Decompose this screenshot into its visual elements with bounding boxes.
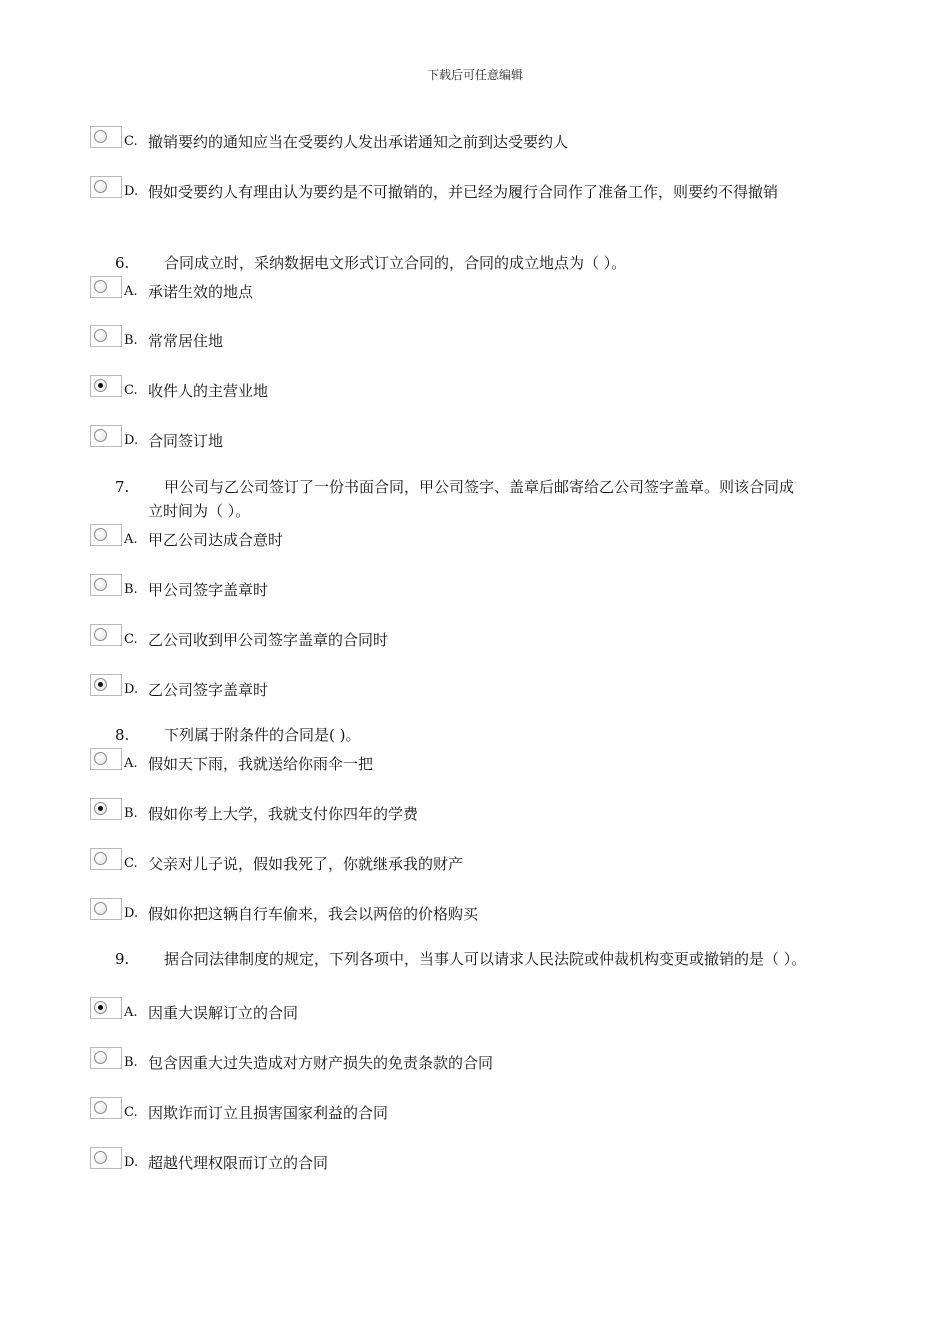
question-text: 据合同法律制度的规定，下列各项中，当事人可以请求人民法院或仲裁机构变更或撤销的是（ ）。 (164, 950, 807, 968)
option-text: 甲乙公司达成合意时 (148, 531, 284, 549)
radio-circle-icon (94, 678, 107, 691)
page-header: 下载后可任意编辑 (426, 68, 523, 82)
question-text: 合同成立时，采纳数据电文形式订立合同的，合同的成立地点为（ ）。 (164, 254, 627, 272)
option-text: 包含因重大过失造成对方财产损失的免责条款的合同 (148, 1054, 494, 1072)
radio-button[interactable] (90, 325, 122, 347)
option-text: 收件人的主营业地 (148, 382, 269, 400)
radio-circle-icon (94, 578, 107, 591)
option-text: 超越代理权限而订立的合同 (148, 1154, 329, 1172)
option-text: 合同签订地 (148, 432, 224, 450)
option-text: 承诺生效的地点 (148, 283, 254, 301)
option-q8-a[interactable] (90, 748, 830, 774)
radio-button-selected[interactable] (90, 798, 122, 820)
option-q6-a[interactable] (90, 276, 830, 302)
option-letter: C. (124, 856, 138, 871)
radio-button[interactable] (90, 1097, 122, 1119)
option-letter: D. (124, 1155, 139, 1170)
radio-selected-dot-icon (98, 383, 103, 388)
radio-button-selected[interactable] (90, 997, 122, 1019)
radio-circle-icon (94, 1101, 107, 1114)
option-q9-a[interactable] (90, 997, 830, 1023)
option-letter: A. (124, 284, 138, 299)
question-number: 9. (115, 950, 130, 968)
option-letter: A. (124, 756, 138, 771)
radio-selected-dot-icon (98, 806, 103, 811)
option-q5-c[interactable] (90, 126, 830, 152)
option-q8-c[interactable] (90, 848, 830, 874)
question-7 (115, 475, 805, 523)
question-6 (115, 251, 815, 275)
radio-circle-icon (94, 1151, 107, 1164)
radio-button[interactable] (90, 425, 122, 447)
radio-button[interactable] (90, 176, 122, 198)
option-text: 假如天下雨，我就送给你雨伞一把 (148, 755, 374, 773)
radio-selected-dot-icon (98, 1005, 103, 1010)
radio-button[interactable] (90, 574, 122, 596)
radio-button-selected[interactable] (90, 375, 122, 397)
radio-button[interactable] (90, 276, 122, 298)
option-letter: B. (124, 582, 138, 597)
radio-circle-icon (94, 379, 107, 392)
question-text: 下列属于附条件的合同是( )。 (164, 726, 361, 744)
option-letter: C. (124, 134, 138, 149)
radio-circle-icon (94, 752, 107, 765)
option-text: 乙公司收到甲公司签字盖章的合同时 (148, 631, 389, 649)
radio-button[interactable] (90, 748, 122, 770)
option-letter: D. (124, 906, 139, 921)
option-letter: B. (124, 1055, 138, 1070)
option-letter: B. (124, 333, 138, 348)
question-number: 7. (115, 478, 130, 496)
question-8 (115, 723, 815, 747)
option-q7-d[interactable] (90, 674, 830, 700)
option-text: 常常居住地 (148, 332, 224, 350)
option-letter: D. (124, 682, 139, 697)
option-q5-d[interactable] (90, 176, 830, 202)
option-q8-d[interactable] (90, 898, 830, 924)
radio-button[interactable] (90, 1047, 122, 1069)
radio-circle-icon (94, 429, 107, 442)
question-number: 6. (115, 254, 130, 272)
option-q9-b[interactable] (90, 1047, 830, 1073)
radio-circle-icon (94, 902, 107, 915)
radio-circle-icon (94, 802, 107, 815)
option-letter: C. (124, 383, 138, 398)
radio-button[interactable] (90, 524, 122, 546)
radio-button-selected[interactable] (90, 674, 122, 696)
option-text: 因重大误解订立的合同 (148, 1004, 299, 1022)
option-text: 父亲对儿子说，假如我死了，你就继承我的财产 (148, 855, 464, 873)
radio-button[interactable] (90, 848, 122, 870)
option-letter: A. (124, 1005, 138, 1020)
radio-circle-icon (94, 1051, 107, 1064)
question-9 (115, 947, 815, 971)
option-q7-a[interactable] (90, 524, 830, 550)
radio-circle-icon (94, 1001, 107, 1014)
option-letter: B. (124, 806, 138, 821)
radio-button[interactable] (90, 126, 122, 148)
option-q6-d[interactable] (90, 425, 830, 451)
option-q6-b[interactable] (90, 325, 830, 351)
option-q7-b[interactable] (90, 574, 830, 600)
option-letter: D. (124, 433, 139, 448)
option-q9-d[interactable] (90, 1147, 830, 1173)
option-q7-c[interactable] (90, 624, 830, 650)
radio-circle-icon (94, 528, 107, 541)
option-text: 假如受要约人有理由认为要约是不可撤销的，并已经为履行合同作了准备工作，则要约不得撤销 (148, 183, 779, 201)
option-letter: C. (124, 1105, 138, 1120)
question-text: 甲公司与乙公司签订了一份书面合同，甲公司签字、盖章后邮寄给乙公司签字盖章。则该合同成立时间为（ ）。 (148, 478, 795, 520)
radio-button[interactable] (90, 624, 122, 646)
radio-circle-icon (94, 852, 107, 865)
option-text: 假如你把这辆自行车偷来，我会以两倍的价格购买 (148, 905, 479, 923)
option-letter: D. (124, 184, 139, 199)
option-letter: A. (124, 532, 138, 547)
radio-circle-icon (94, 180, 107, 193)
radio-button[interactable] (90, 1147, 122, 1169)
option-text: 撤销要约的通知应当在受要约人发出承诺通知之前到达受要约人 (148, 133, 569, 151)
option-text: 甲公司签字盖章时 (148, 581, 269, 599)
question-number: 8. (115, 726, 130, 744)
radio-circle-icon (94, 628, 107, 641)
option-text: 因欺诈而订立且损害国家利益的合同 (148, 1104, 389, 1122)
radio-circle-icon (94, 280, 107, 293)
radio-circle-icon (94, 329, 107, 342)
option-text: 乙公司签字盖章时 (148, 681, 269, 699)
option-q6-c[interactable] (90, 375, 830, 401)
radio-circle-icon (94, 130, 107, 143)
option-q8-b[interactable] (90, 798, 830, 824)
option-q9-c[interactable] (90, 1097, 830, 1123)
option-letter: C. (124, 632, 138, 647)
radio-selected-dot-icon (98, 682, 103, 687)
option-text: 假如你考上大学，我就支付你四年的学费 (148, 805, 419, 823)
radio-button[interactable] (90, 898, 122, 920)
